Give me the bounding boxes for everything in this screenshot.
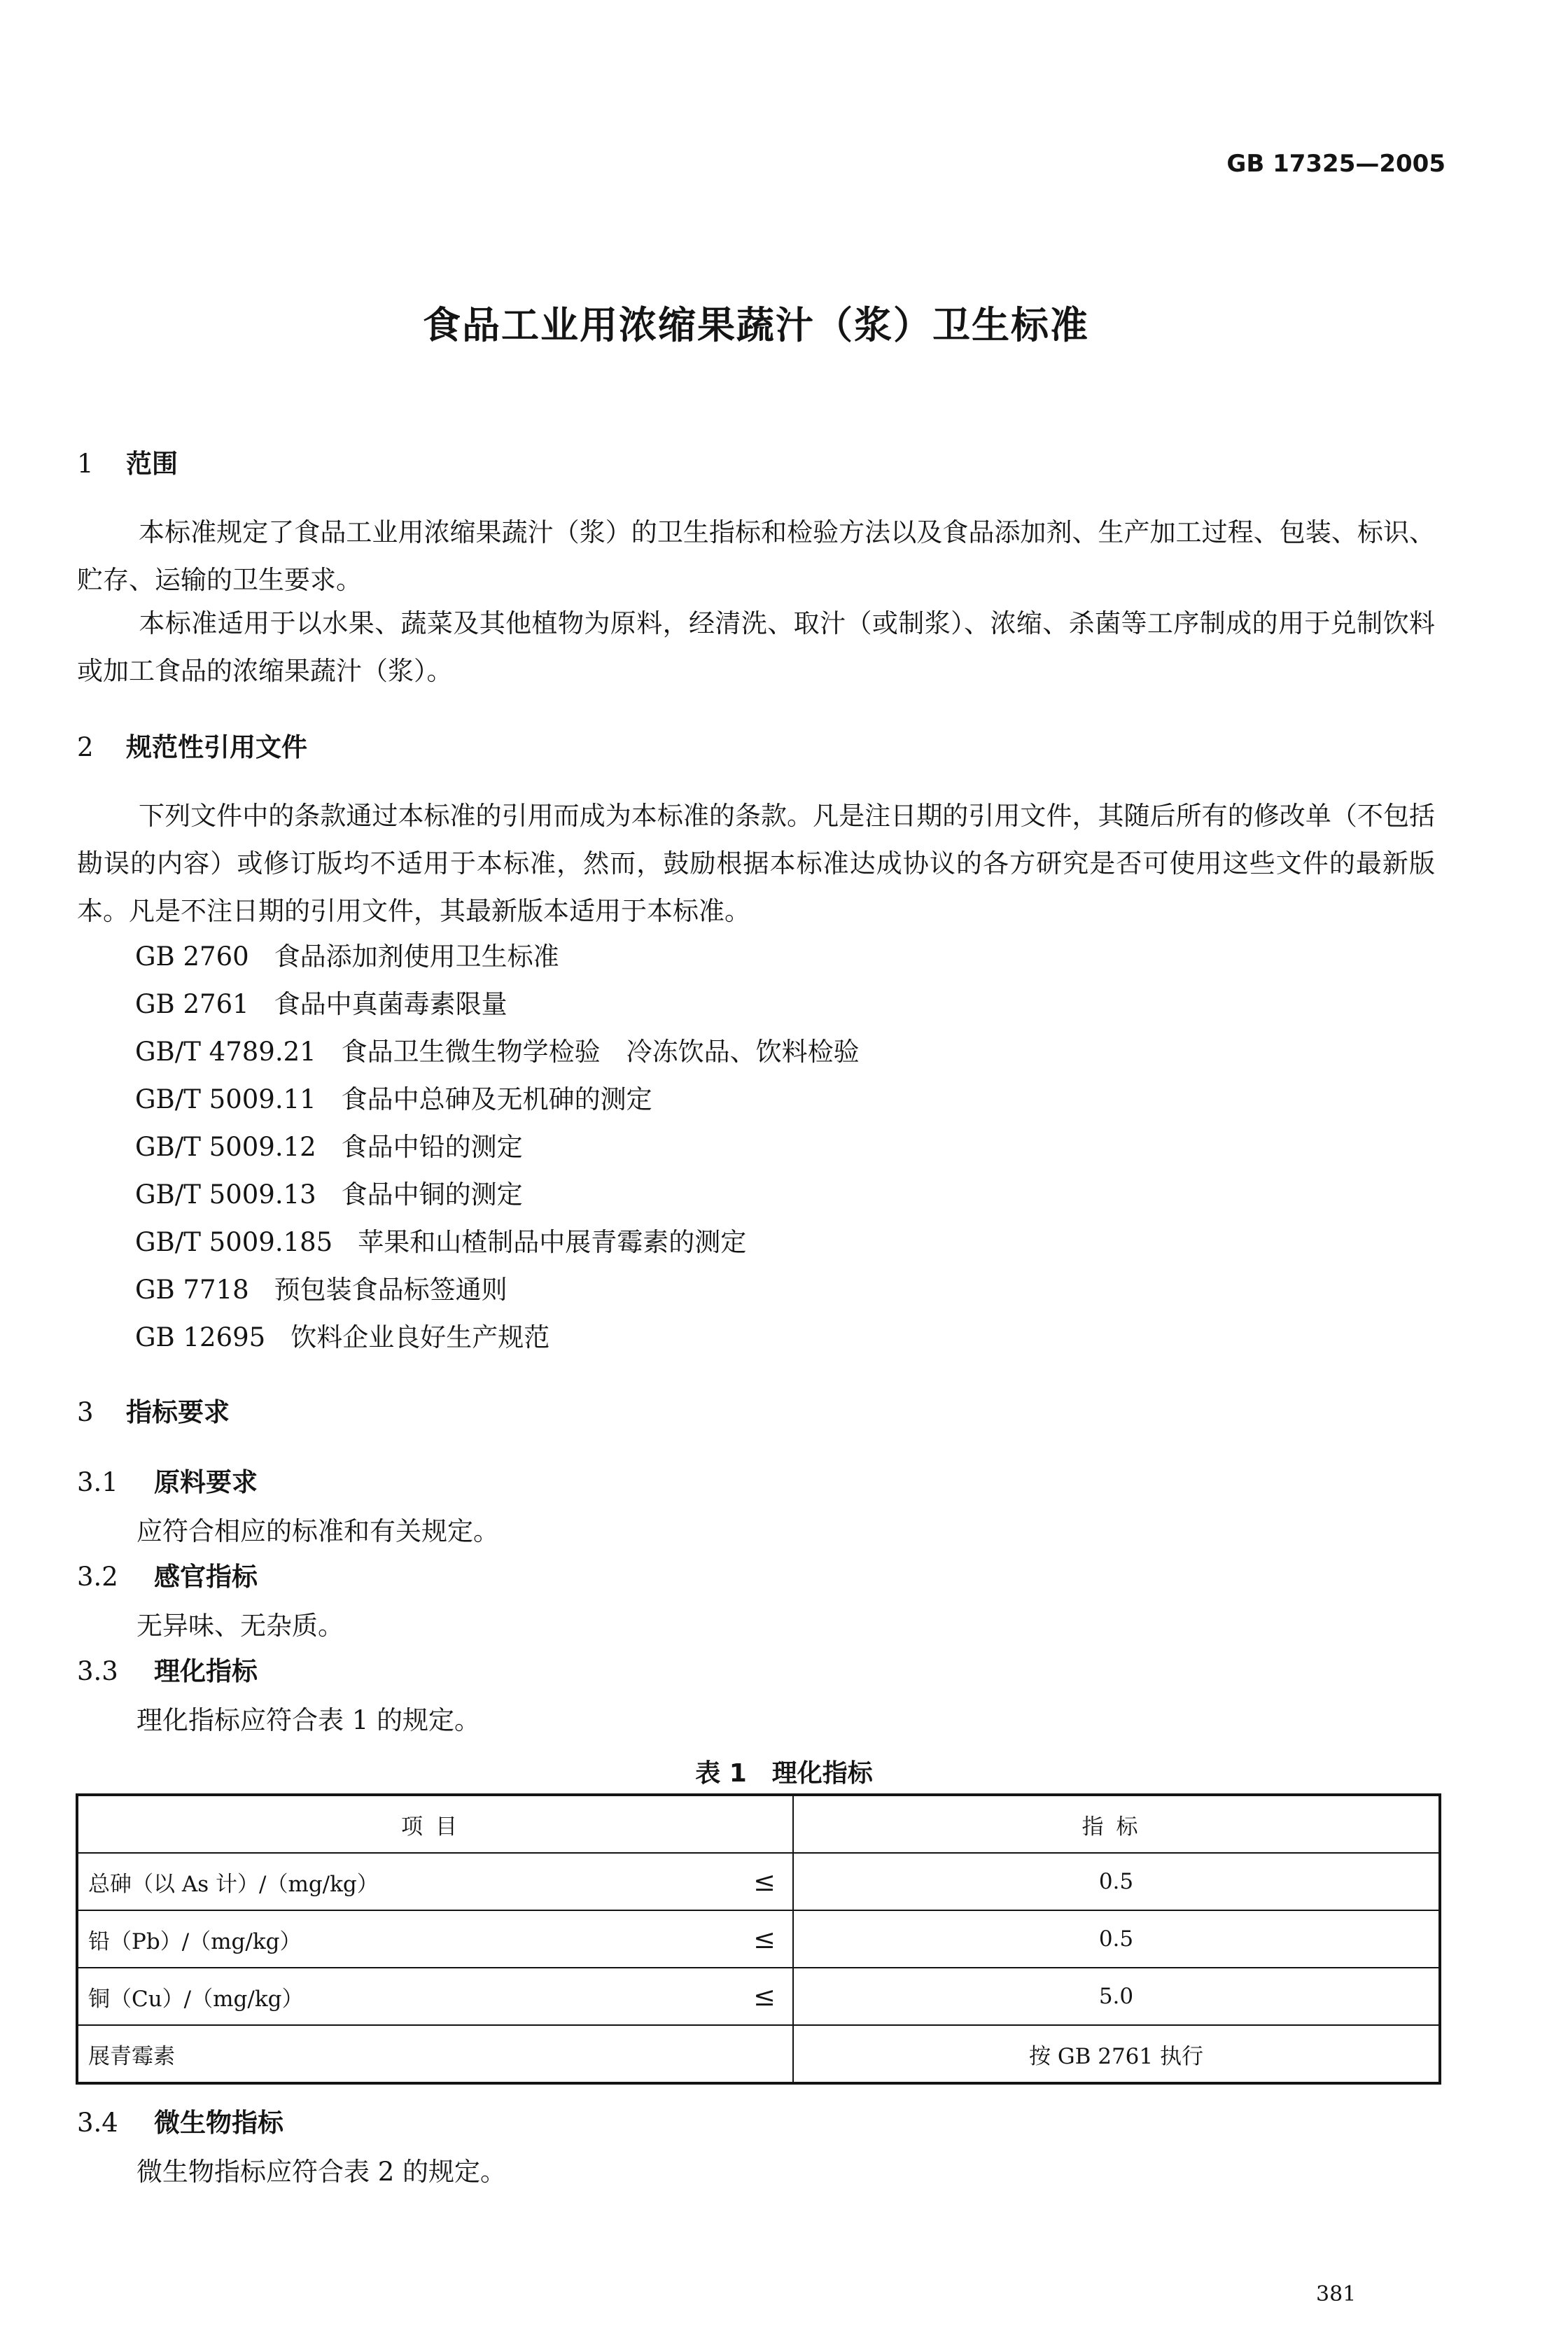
item-label: 铜（Cu）/（mg/kg）: [88, 1986, 304, 2012]
page-number: 381: [1316, 2282, 1357, 2306]
section-1-paragraph-1: [77, 509, 1435, 604]
section-3-4-text: 微生物指标应符合表 2 的规定。: [136, 2157, 507, 2187]
paragraph-text: 本标准适用于以水果、蔬菜及其他植物为原料，经清洗、取汁（或制浆）、浓缩、杀菌等工序制成的用于兑制饮料或加工食品的浓缩果蔬汁（浆）。: [77, 608, 1435, 686]
item-cell: [77, 1968, 793, 2025]
table-row: [77, 1853, 1440, 1910]
reference-code: GB 7718: [135, 1275, 249, 1305]
reference-item: [135, 1316, 550, 1354]
paragraph-text: 本标准规定了食品工业用浓缩果蔬汁（浆）的卫生指标和检验方法以及食品添加剂、生产加工过程、包装、标识、贮存、运输的卫生要求。: [77, 517, 1435, 595]
reference-title: 苹果和山楂制品中展青霉素的测定: [358, 1227, 747, 1257]
section-title: 原料要求: [154, 1467, 258, 1497]
reference-code: GB/T 5009.11: [135, 1084, 316, 1114]
item-label: 总砷（以 As 计）/（mg/kg）: [88, 1871, 379, 1897]
section-title: 范围: [126, 449, 178, 479]
reference-code: GB/T 5009.185: [135, 1227, 333, 1257]
section-number: 3.3: [77, 1656, 118, 1686]
reference-title: 食品添加剂使用卫生标准: [274, 941, 559, 972]
reference-title: 食品中铅的测定: [341, 1132, 523, 1162]
reference-title: 食品中总砷及无机砷的测定: [341, 1084, 652, 1114]
table-header-row: [77, 1795, 1440, 1853]
reference-code: GB/T 5009.12: [135, 1132, 316, 1162]
section-1-paragraph-2: [77, 600, 1435, 695]
section-3-4-heading: [77, 2101, 284, 2139]
reference-item: [135, 1126, 523, 1163]
item-cell: [77, 2025, 793, 2083]
reference-title: 食品卫生微生物学检验 冷冻饮品、饮料检验: [341, 1037, 860, 1067]
table-row: [77, 2025, 1440, 2083]
item-label: 铅（Pb）/（mg/kg）: [88, 1928, 302, 1954]
reference-code: GB/T 5009.13: [135, 1180, 316, 1210]
section-3-2-heading: [77, 1555, 258, 1593]
section-title: 感官指标: [154, 1562, 258, 1592]
operator: ≤: [753, 1865, 776, 1897]
reference-item: [135, 1078, 652, 1116]
operator: ≤: [753, 1923, 776, 1954]
section-title: 规范性引用文件: [126, 732, 307, 762]
value-cell: 0.5: [793, 1910, 1440, 1968]
section-number: 3.1: [77, 1467, 118, 1497]
section-number: 2: [77, 732, 94, 762]
reference-title: 预包装食品标签通则: [274, 1275, 507, 1305]
section-3-1-text: 应符合相应的标准和有关规定。: [136, 1516, 499, 1546]
reference-code: GB 12695: [135, 1322, 266, 1352]
reference-item: [135, 1221, 746, 1259]
reference-title: 食品中铜的测定: [341, 1180, 523, 1210]
column-header-value: 指标: [793, 1795, 1440, 1853]
value-cell: 按 GB 2761 执行: [793, 2025, 1440, 2083]
value-cell: 5.0: [793, 1968, 1440, 2025]
section-number: 3: [77, 1397, 94, 1427]
section-3-heading: [77, 1391, 230, 1429]
item-label: 展青霉素: [88, 2043, 175, 2069]
table-1-caption: 表 1 理化指标: [695, 1759, 873, 1788]
section-title: 微生物指标: [154, 2108, 284, 2138]
reference-code: GB 2760: [135, 941, 249, 972]
value-cell: 0.5: [793, 1853, 1440, 1910]
section-3-3-text: 理化指标应符合表 1 的规定。: [136, 1705, 481, 1735]
section-title: 指标要求: [126, 1397, 230, 1427]
standard-number: GB 17325—2005: [1226, 150, 1446, 178]
reference-item: [135, 983, 507, 1021]
reference-title: 饮料企业良好生产规范: [290, 1322, 550, 1352]
table-row: [77, 1968, 1440, 2025]
section-number: 1: [77, 449, 94, 479]
section-2-heading: [77, 726, 307, 764]
table-1: [76, 1793, 1441, 2085]
table-row: [77, 1910, 1440, 1968]
section-3-2-text: 无异味、无杂质。: [136, 1611, 344, 1641]
item-cell: [77, 1853, 793, 1910]
section-number: 3.4: [77, 2108, 118, 2138]
document-title: 食品工业用浓缩果蔬汁（浆）卫生标准: [423, 303, 1089, 347]
reference-item: [135, 1268, 507, 1306]
reference-item: [135, 1173, 523, 1211]
section-3-1-heading: [77, 1461, 258, 1499]
paragraph-text: 下列文件中的条款通过本标准的引用而成为本标准的条款。凡是注日期的引用文件，其随后所有的修改单（不包括勘误的内容）或修订版均不适用于本标准，然而，鼓励根据本标准达成协议的各方研究是否可使用这些文件的最新版本。凡是不注日期的引用文件，其最新版本适用于本标准。: [77, 801, 1435, 926]
section-number: 3.2: [77, 1562, 118, 1592]
item-cell: [77, 1910, 793, 1968]
reference-item: [135, 1030, 860, 1068]
reference-title: 食品中真菌毒素限量: [274, 989, 507, 1019]
section-1-heading: [77, 442, 178, 480]
section-title: 理化指标: [154, 1656, 258, 1686]
section-3-3-heading: [77, 1650, 258, 1688]
reference-item: [135, 935, 559, 973]
column-header-item: 项目: [77, 1795, 793, 1853]
operator: ≤: [753, 1980, 776, 2012]
reference-code: GB 2761: [135, 989, 249, 1019]
section-2-intro: [77, 792, 1435, 935]
reference-code: GB/T 4789.21: [135, 1037, 316, 1067]
